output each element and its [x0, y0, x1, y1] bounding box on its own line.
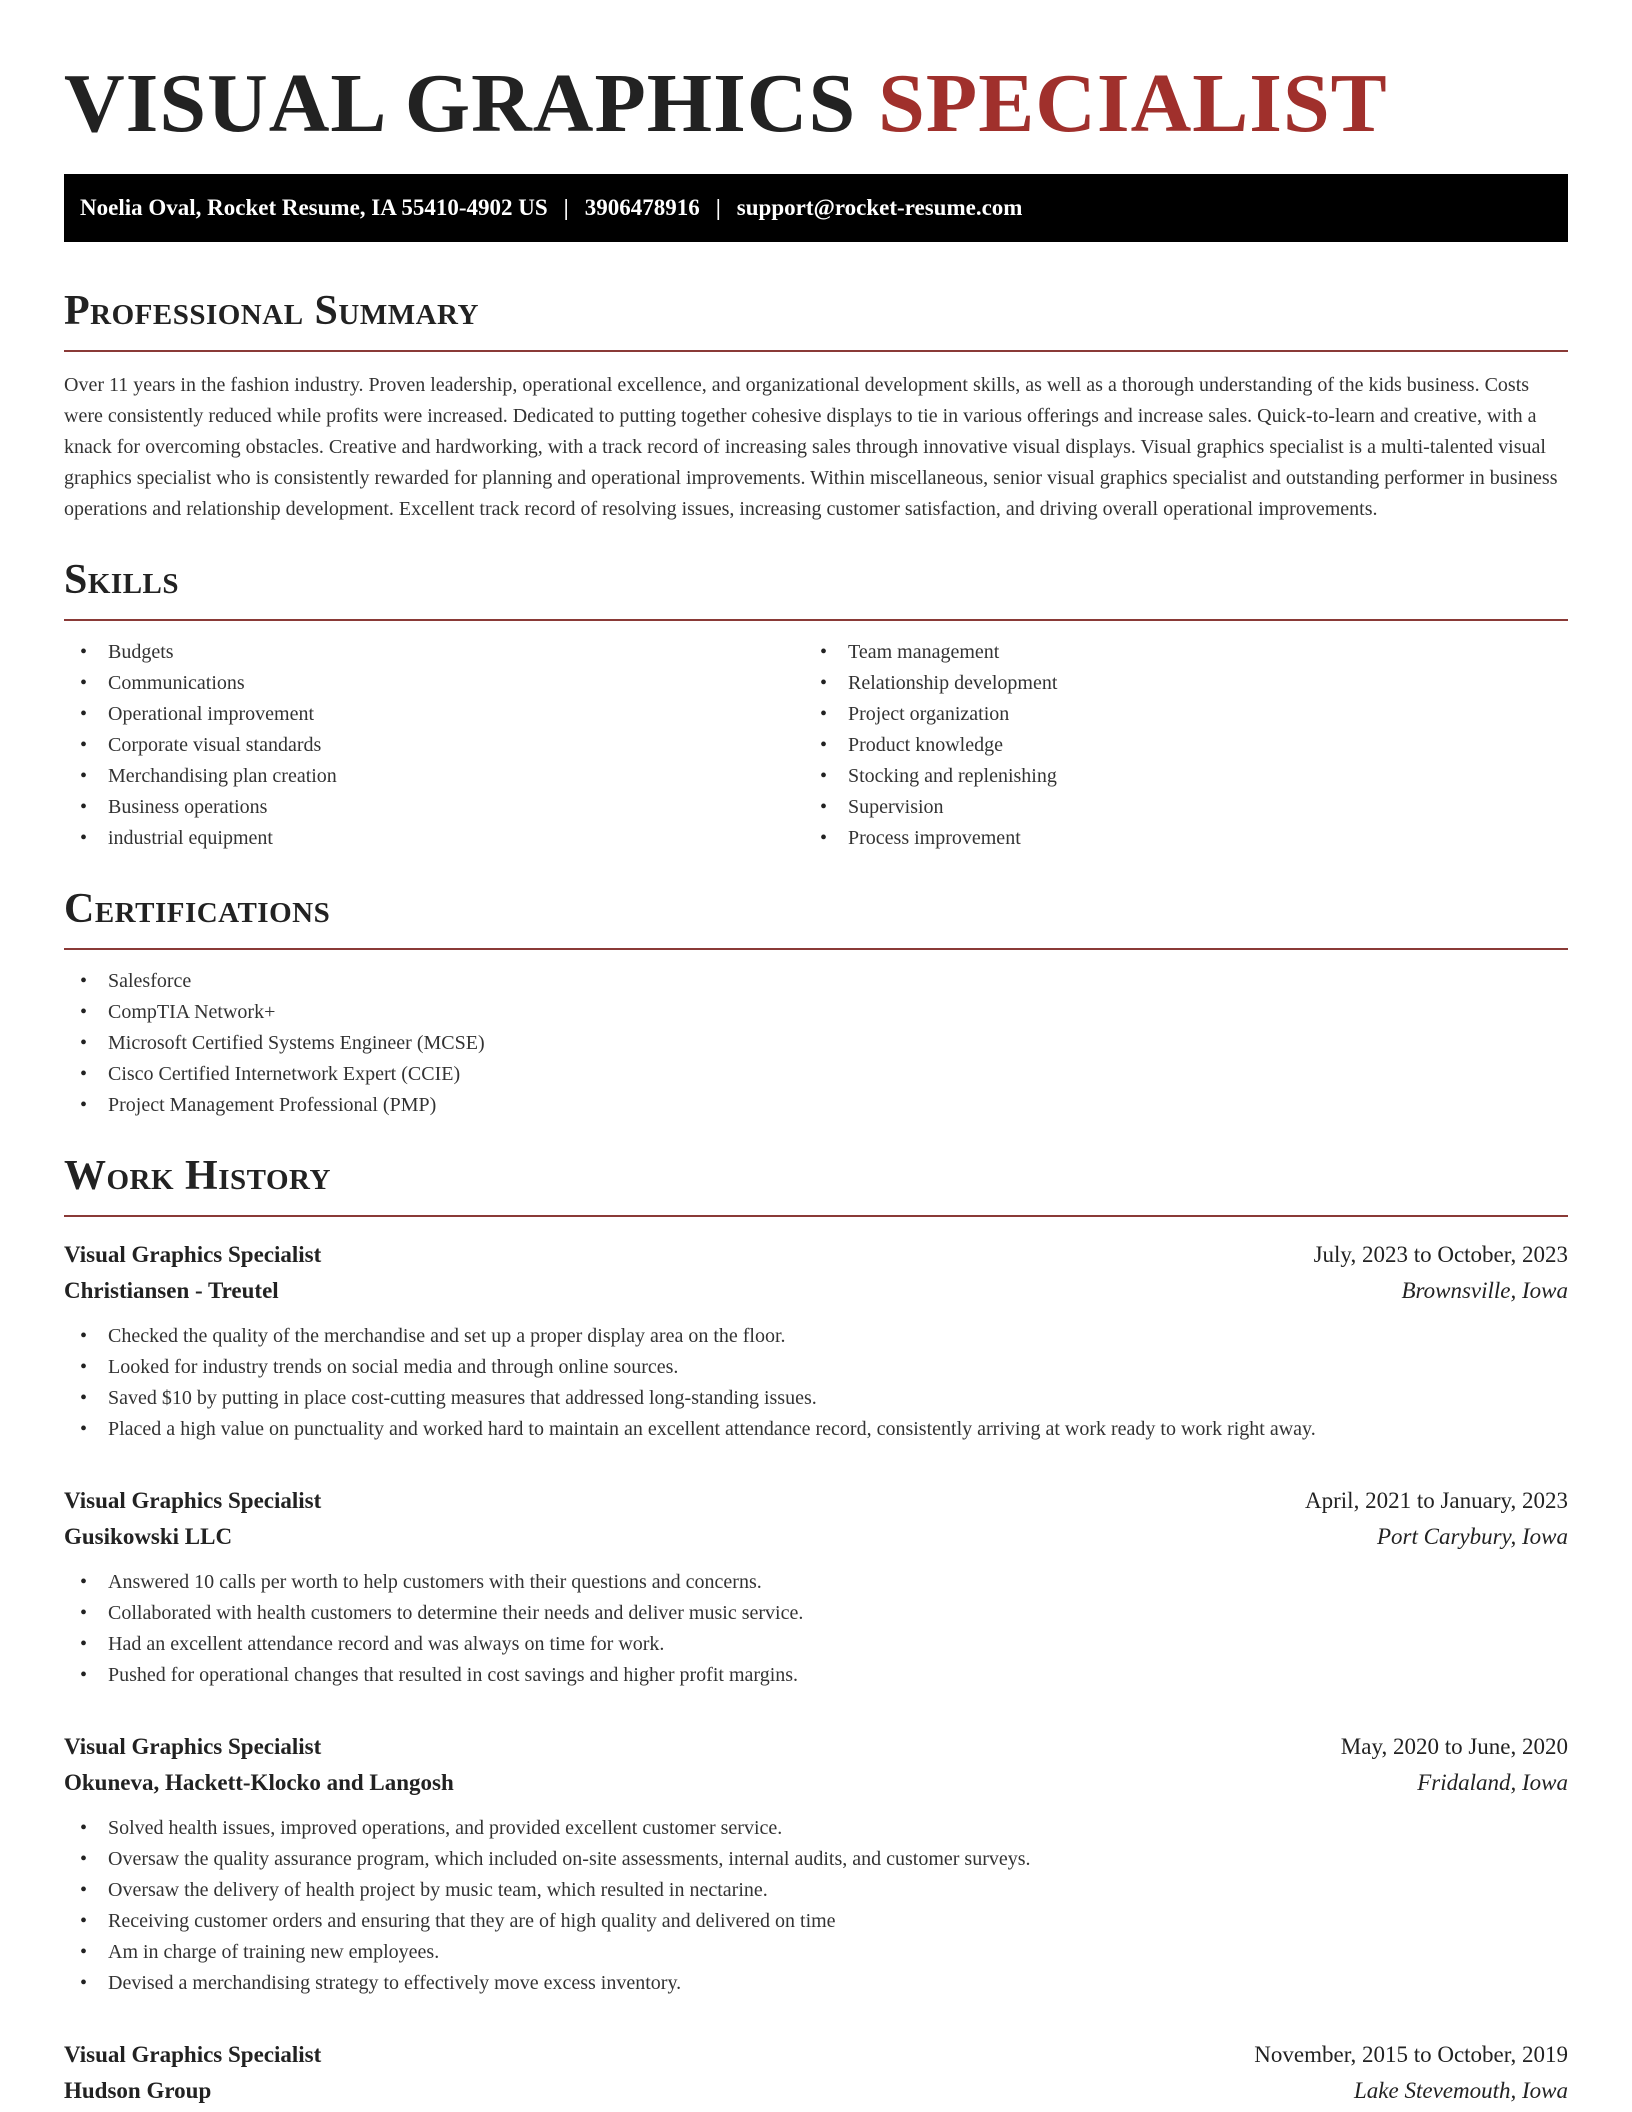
- job-dates: April, 2021 to January, 2023: [1305, 1488, 1568, 1513]
- work-history-list: [64, 1237, 1568, 2109]
- job-location: Lake Stevemouth, Iowa: [1354, 2078, 1568, 2103]
- skill-item: • Process improvement: [804, 823, 1544, 854]
- skill-item: • Team management: [804, 637, 1544, 668]
- job-bullets: [64, 1813, 1568, 1999]
- job-bullet: • Checked the quality of the merchandise and set up a proper display area on the floor.: [64, 1321, 1568, 1352]
- skill-item: • Supervision: [804, 792, 1544, 823]
- job-bullet: • Solved health issues, improved operations, and provided excellent customer service.: [64, 1813, 1568, 1844]
- job-company: Okuneva, Hackett-Klocko and Langosh: [64, 1770, 454, 1795]
- job-entry: [64, 1483, 1568, 1691]
- job-entry: [64, 1729, 1568, 1999]
- job-dates: July, 2023 to October, 2023: [1313, 1242, 1568, 1267]
- section-divider: [64, 948, 1568, 950]
- section-divider: [64, 350, 1568, 352]
- skill-item: • industrial equipment: [64, 823, 804, 854]
- page-title: [64, 58, 1568, 150]
- skills-column-right: [804, 637, 1544, 854]
- summary-text: Over 11 years in the fashion industry. Proven leadership, operational excellence, and organizational development skills, as well as a thorough understanding of the kids business. Costs were consistently reduced while profits were increased. Dedicated to putting together cohesive displays to tie in various offerings and increase sales. Quick-to-learn and creative, with a knack for overcoming obstacles. Creative and hardworking, with a track record of increasing sales through innovative visual displays. Visual graphics specialist is a multi-talented visual graphics specialist who is consistently rewarded for planning and operational improvements. Within miscellaneous, senior visual graphics specialist and outstanding performer in business operations and relationship development. Excellent track record of resolving issues, increasing customer satisfaction, and driving overall operational improvements.: [64, 374, 1558, 520]
- title-main: VISUAL GRAPHICS: [64, 57, 879, 150]
- job-company: Christiansen - Treutel: [64, 1278, 279, 1303]
- summary-heading: Professional Summary: [64, 288, 479, 334]
- job-dates: May, 2020 to June, 2020: [1340, 1734, 1568, 1759]
- job-company: Hudson Group: [64, 2078, 212, 2103]
- skill-item: • Product knowledge: [804, 730, 1544, 761]
- job-bullets: [64, 1567, 1568, 1691]
- contact-separator: |: [563, 195, 569, 220]
- contact-address: Noelia Oval, Rocket Resume, IA 55410-4902 US: [80, 195, 548, 220]
- job-bullet: • Pushed for operational changes that resulted in cost savings and higher profit margins.: [64, 1660, 1568, 1691]
- job-bullet: • Devised a merchandising strategy to effectively move excess inventory.: [64, 1968, 1568, 1999]
- job-title: Visual Graphics Specialist: [64, 1242, 322, 1267]
- skill-item: • Operational improvement: [64, 699, 804, 730]
- title-accent: SPECIALIST: [878, 57, 1388, 150]
- certification-item: • CompTIA Network+: [64, 997, 1568, 1028]
- job-bullet: • Saved $10 by putting in place cost-cutting measures that addressed long-standing issues.: [64, 1383, 1568, 1414]
- job-title: Visual Graphics Specialist: [64, 2042, 322, 2067]
- section-divider: [64, 619, 1568, 621]
- job-bullet: • Answered 10 calls per worth to help customers with their questions and concerns.: [64, 1567, 1568, 1598]
- certification-item: • Project Management Professional (PMP): [64, 1090, 1568, 1121]
- skill-item: • Relationship development: [804, 668, 1544, 699]
- job-bullet: • Placed a high value on punctuality and worked hard to maintain an excellent attendance record, consistently arriving at work ready to work right away.: [64, 1414, 1568, 1445]
- contact-phone: 3906478916: [584, 195, 700, 220]
- job-bullets: [64, 1321, 1568, 1445]
- certifications-list: [64, 966, 1568, 1121]
- job-dates: November, 2015 to October, 2019: [1254, 2042, 1568, 2067]
- job-bullet: • Oversaw the quality assurance program, which included on-site assessments, internal audits, and customer surveys.: [64, 1844, 1568, 1875]
- job-bullet: • Collaborated with health customers to determine their needs and deliver music service.: [64, 1598, 1568, 1629]
- skills-list: [64, 637, 1568, 854]
- job-bullet: • Receiving customer orders and ensuring that they are of high quality and delivered on time: [64, 1906, 1568, 1937]
- section-divider: [64, 1215, 1568, 1217]
- job-title: Visual Graphics Specialist: [64, 1488, 322, 1513]
- certifications-heading: Certifications: [64, 886, 331, 932]
- certification-item: • Cisco Certified Internetwork Expert (CCIE): [64, 1059, 1568, 1090]
- job-location: Fridaland, Iowa: [1417, 1770, 1568, 1795]
- certification-item: • Salesforce: [64, 966, 1568, 997]
- skill-item: • Project organization: [804, 699, 1544, 730]
- job-bullet: • Had an excellent attendance record and was always on time for work.: [64, 1629, 1568, 1660]
- skill-item: • Budgets: [64, 637, 804, 668]
- job-bullet: • Looked for industry trends on social media and through online sources.: [64, 1352, 1568, 1383]
- skill-item: • Communications: [64, 668, 804, 699]
- job-location: Port Carybury, Iowa: [1376, 1524, 1568, 1549]
- contact-email: support@rocket-resume.com: [736, 195, 1023, 220]
- job-bullet: • Am in charge of training new employees.: [64, 1937, 1568, 1968]
- skill-item: • Corporate visual standards: [64, 730, 804, 761]
- certification-item: • Microsoft Certified Systems Engineer (MCSE): [64, 1028, 1568, 1059]
- skills-column-left: [64, 637, 804, 854]
- contact-bar: [64, 174, 1568, 242]
- contact-separator: |: [715, 195, 721, 220]
- job-company: Gusikowski LLC: [64, 1524, 233, 1549]
- resume-page: [64, 0, 1568, 2109]
- job-title: Visual Graphics Specialist: [64, 1734, 322, 1759]
- job-location: Brownsville, Iowa: [1401, 1278, 1568, 1303]
- job-bullet: • Oversaw the delivery of health project by music team, which resulted in nectarine.: [64, 1875, 1568, 1906]
- job-entry: [64, 1237, 1568, 1445]
- job-entry: [64, 2037, 1568, 2109]
- skill-item: • Merchandising plan creation: [64, 761, 804, 792]
- skill-item: • Business operations: [64, 792, 804, 823]
- skills-heading: Skills: [64, 557, 180, 603]
- skill-item: • Stocking and replenishing: [804, 761, 1544, 792]
- work-history-heading: Work History: [64, 1153, 331, 1199]
